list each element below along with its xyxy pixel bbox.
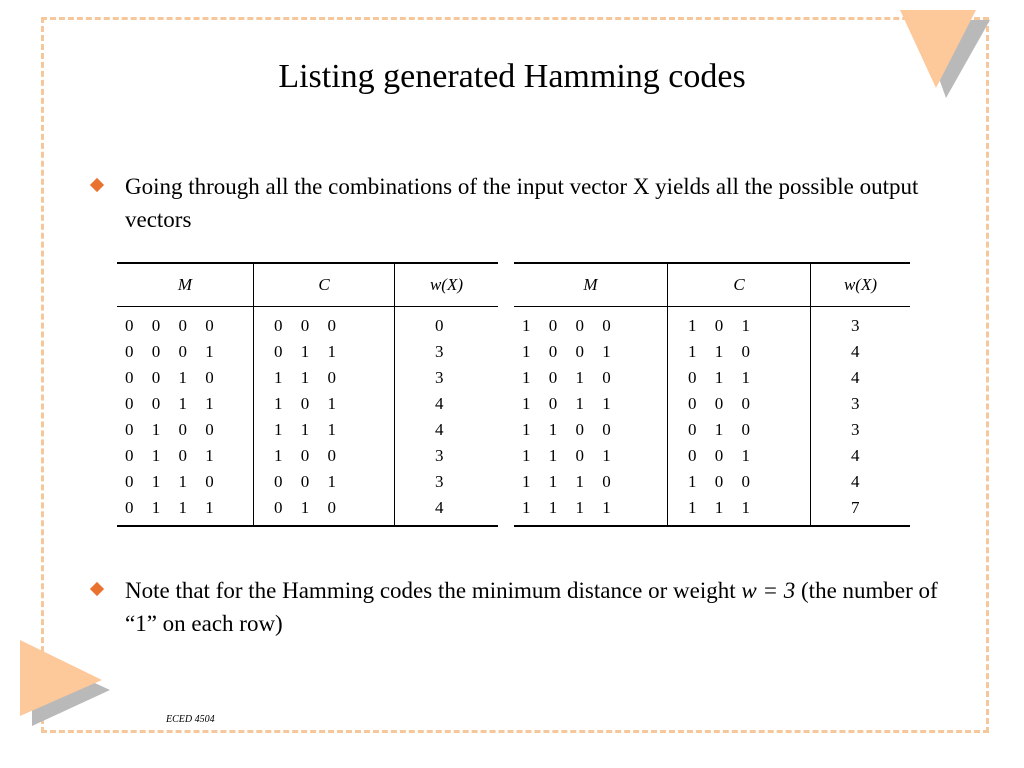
cell-c: 1 0 1 (254, 391, 395, 417)
header-m: M (117, 263, 254, 307)
table-row (117, 417, 498, 443)
cell-w: 0 (395, 307, 499, 340)
cell-c: 0 1 1 (254, 339, 395, 365)
cell-w: 4 (811, 365, 911, 391)
cell-c: 0 1 0 (254, 495, 395, 526)
cell-m: 0 0 1 0 (125, 368, 214, 387)
table-row (514, 365, 910, 391)
header-c: C (254, 263, 395, 307)
cell-w: 3 (395, 365, 499, 391)
table-row (514, 495, 910, 526)
table-row (117, 443, 498, 469)
bullet-text-part: (the number of “1” on each row) (125, 578, 938, 636)
cell-w: 4 (395, 417, 499, 443)
cell-m: 1 1 0 0 (522, 420, 611, 439)
table-row (117, 307, 498, 340)
cell-w: 4 (395, 391, 499, 417)
bullet-text: Going through all the combinations of the input vector X yields all the possible output vectors (125, 174, 919, 232)
header-m: M (514, 263, 668, 307)
cell-c: 1 0 0 (254, 443, 395, 469)
cell-c: 0 0 0 (668, 391, 811, 417)
cell-m: 1 0 1 1 (522, 394, 611, 413)
cell-m: 1 1 1 1 (514, 495, 668, 526)
cell-m: 0 0 1 1 (125, 394, 214, 413)
table-row (514, 443, 910, 469)
cell-m: 1 0 1 0 (522, 368, 611, 387)
header-w: w(X) (811, 263, 911, 307)
cell-w: 3 (811, 391, 911, 417)
cell-m: 0 1 1 1 (117, 495, 254, 526)
slide-title: Listing generated Hamming codes (278, 58, 746, 95)
triangle-decoration-bottom-left (18, 636, 118, 732)
cell-w: 4 (811, 339, 911, 365)
table-row (514, 307, 910, 340)
cell-m: 1 0 0 0 (522, 316, 611, 335)
cell-c: 1 0 0 (668, 469, 811, 495)
cell-w: 7 (811, 495, 911, 526)
cell-c: 1 0 1 (668, 307, 811, 340)
header-w: w(X) (395, 263, 499, 307)
cell-c: 0 0 1 (254, 469, 395, 495)
cell-c: 1 1 1 (668, 495, 811, 526)
table-row (117, 391, 498, 417)
cell-c: 0 1 0 (668, 417, 811, 443)
bullet-text-part: Note that for the Hamming codes the minimum distance or weight (125, 578, 742, 603)
table-row (514, 417, 910, 443)
cell-c: 1 1 0 (254, 365, 395, 391)
table-row (514, 339, 910, 365)
cell-m: 1 1 1 0 (522, 472, 611, 491)
cell-w: 4 (811, 469, 911, 495)
cell-m: 0 1 1 0 (125, 472, 214, 491)
table-row (514, 391, 910, 417)
cell-m: 0 0 0 1 (125, 342, 214, 361)
cell-c: 0 0 1 (668, 443, 811, 469)
cell-c: 1 1 1 (254, 417, 395, 443)
cell-m: 0 1 0 1 (125, 446, 214, 465)
cell-m: 0 0 0 0 (125, 316, 214, 335)
cell-m: 0 1 0 0 (125, 420, 214, 439)
cell-w: 4 (811, 443, 911, 469)
hamming-table-left (117, 262, 498, 527)
cell-w: 4 (395, 495, 499, 526)
cell-w: 3 (395, 443, 499, 469)
bullet-text (125, 574, 942, 640)
cell-w: 3 (395, 469, 499, 495)
hamming-table-right (514, 262, 910, 527)
table-row (117, 495, 498, 526)
table-row (117, 469, 498, 495)
table-row (117, 365, 498, 391)
table-row (117, 339, 498, 365)
weight-emphasis: w = 3 (741, 578, 796, 603)
cell-w: 3 (395, 339, 499, 365)
cell-c: 0 1 1 (668, 365, 811, 391)
footer-course-code: ECED 4504 (166, 714, 215, 725)
cell-m: 1 1 0 1 (522, 446, 611, 465)
cell-w: 3 (811, 417, 911, 443)
cell-m: 1 0 0 1 (522, 342, 611, 361)
table-row (514, 469, 910, 495)
cell-c: 0 0 0 (254, 307, 395, 340)
cell-w: 3 (811, 307, 911, 340)
header-c: C (668, 263, 811, 307)
cell-c: 1 1 0 (668, 339, 811, 365)
